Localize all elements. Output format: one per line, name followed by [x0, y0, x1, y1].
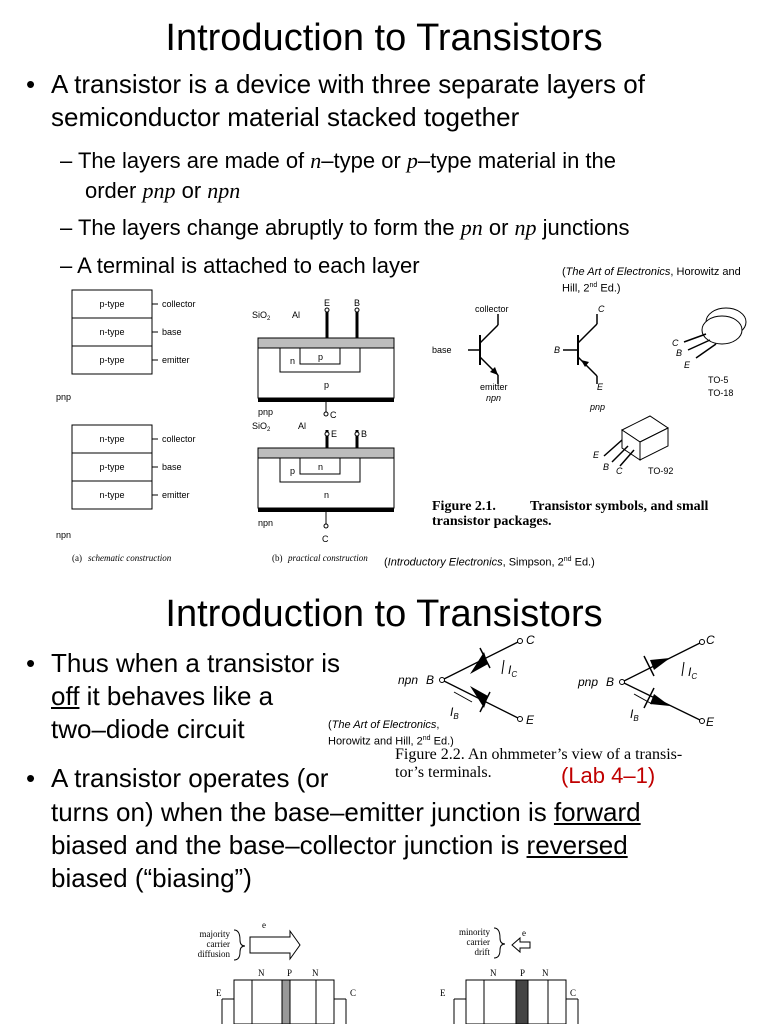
sub2-np: np — [514, 215, 537, 240]
to5-label: TO-5 — [708, 375, 729, 385]
b2-line3: biased and the base–collector junction is — [51, 830, 527, 860]
npn-diode-model — [398, 633, 535, 727]
pnp-layer-1: p-type — [99, 299, 125, 309]
npn-diode-e: E — [526, 713, 535, 727]
slide1-sub2: – The layers change abruptly to form the pn or np junctions — [60, 215, 630, 240]
pnp-layer-3: p-type — [99, 355, 125, 365]
npn-diode-label: npn — [398, 673, 419, 687]
b1-line1: Thus when a transistor is — [51, 648, 341, 678]
figure-2-1-text: Transistor symbols, and small — [530, 499, 709, 514]
pnp-e-label: E — [597, 382, 604, 392]
sub2-or: or — [482, 215, 515, 240]
sub1-pnp: pnp — [142, 178, 176, 203]
sub3-text: A terminal is attached to each layer — [77, 253, 420, 278]
sub2-text: The layers change abruptly to form the — [77, 215, 461, 240]
diffusion-label: diffusion — [197, 949, 230, 959]
sub1-p: p — [406, 148, 418, 173]
cite-art-of-electronics-2: (The Art of Electronics, Horowitz and Hill, 2nd Ed.) — [328, 719, 454, 748]
b1-off: off — [51, 681, 80, 711]
npn-terminal-base: base — [162, 462, 182, 472]
n-label: N — [258, 968, 265, 978]
bullet1-line2: semiconductor material stacked together — [51, 102, 520, 132]
cite2-rest: , — [436, 719, 440, 731]
to5-e: E — [684, 360, 691, 370]
pnp-terminal-base: base — [162, 327, 182, 337]
cite-end: Ed.) — [597, 282, 621, 295]
npn-terminal-emitter: emitter — [162, 490, 190, 500]
figure-2-1-text2: transistor packages. — [432, 514, 552, 529]
majority-diffusion-diagram — [198, 920, 356, 1024]
caption-b: practical construction — [288, 553, 368, 563]
pnp-b-label: B — [554, 345, 561, 355]
cite-sup: nd — [589, 282, 598, 289]
slide1-figure — [0, 280, 768, 580]
to92-package-icon — [593, 416, 673, 476]
cite-bottom-sup: nd — [563, 556, 572, 563]
pnp-label: pnp — [56, 392, 72, 402]
slide1-sub1: – The layers are made of n–type or p–type material in the — [60, 148, 617, 173]
b2-forward: forward — [553, 797, 641, 827]
to92-c: C — [616, 466, 623, 476]
npn-ic-label: $I_C$ — [508, 663, 518, 679]
schematic-npn — [56, 425, 196, 540]
n-label-4: N — [542, 968, 549, 978]
practical-npn-sio2: SiO$_2$ — [252, 421, 271, 433]
slide2-title: Introduction to Transistors — [165, 593, 603, 635]
pnp-ib-label: $I_B$ — [630, 707, 639, 723]
practical-npn-al: Al — [298, 421, 307, 431]
practical-pnp-p: p — [318, 352, 324, 362]
practical-pnp-substrate: p — [324, 380, 330, 390]
b2-line4: biased (“biasing”) — [51, 863, 252, 893]
cite-bottom-rest: , Simpson, 2 — [502, 556, 564, 569]
n-label-3: N — [490, 968, 497, 978]
carrier-label-2: carrier — [466, 937, 490, 947]
sub1-or: or — [175, 178, 208, 203]
to92-e: E — [593, 450, 600, 460]
pnp-symbol-label: pnp — [590, 402, 606, 412]
b1-line3: two–diode circuit — [51, 714, 245, 744]
practical-pnp-n: n — [290, 356, 296, 366]
electron-label-2: e — [522, 928, 526, 938]
b2-reversed: reversed — [526, 830, 628, 860]
pnp-diode-e: E — [706, 715, 715, 729]
bullet-dot: • — [26, 648, 36, 678]
caption-a-prefix: (a) — [72, 553, 82, 563]
practical-npn-b: B — [361, 429, 368, 439]
caption-b-prefix: (b) — [272, 553, 283, 563]
b1-line2: it behaves like a — [79, 681, 274, 711]
minority-label: minority — [459, 927, 490, 937]
practical-pnp-label: pnp — [258, 407, 274, 417]
practical-npn-e: E — [331, 429, 338, 439]
slide2-bullet2-rest — [51, 796, 761, 895]
npn-base-label: base — [432, 345, 452, 355]
pnp-ic-label: $I_C$ — [688, 665, 698, 681]
p-label-2: P — [520, 968, 526, 978]
to5-b: B — [676, 348, 683, 358]
sub1-text3: –type material in the — [417, 148, 617, 173]
carrier-label: carrier — [206, 939, 230, 949]
slide2-bullet2-line1: A transistor operates (or — [51, 763, 329, 793]
practical-npn — [252, 421, 394, 544]
to18-label: TO-18 — [708, 388, 734, 398]
pnp-diode-label: pnp — [578, 675, 599, 689]
npn-diode-b: B — [426, 673, 435, 687]
pnp-diode-c: C — [706, 633, 715, 647]
diode-view-figure — [380, 630, 768, 730]
npn-diode-c: C — [526, 633, 535, 647]
practical-pnp — [252, 298, 394, 420]
to5-c: C — [672, 338, 679, 348]
e-terminal-label-2: E — [440, 988, 446, 998]
sub1-text: The layers are made of — [77, 148, 311, 173]
practical-pnp-sio2: SiO$_2$ — [252, 310, 271, 322]
drift-label: drift — [474, 947, 490, 957]
practical-npn-p: p — [290, 466, 296, 476]
practical-pnp-e: E — [324, 298, 331, 308]
pnp-symbol — [554, 304, 605, 412]
cite-introductory-electronics: (Introductory Electronics, Simpson, 2nd Ed.) — [384, 556, 595, 569]
slide1-title: Introduction to Transistors — [165, 17, 603, 59]
practical-npn-c: C — [322, 534, 329, 544]
cite2-sup: nd — [422, 735, 431, 742]
figure-2-1-label: Figure 2.1. — [432, 499, 496, 514]
sub1-npn: npn — [207, 178, 241, 203]
sub1-text2: –type or — [321, 148, 407, 173]
schematic-pnp — [56, 290, 196, 402]
npn-emitter-label: emitter — [480, 382, 508, 392]
pnp-diode-b: B — [606, 675, 615, 689]
slide2-bullet1 — [51, 647, 340, 746]
npn-layer-1: n-type — [99, 434, 125, 444]
cite-rest: , Horowitz and Hill, 2 — [562, 266, 741, 295]
npn-ib-label: $I_B$ — [450, 705, 459, 721]
npn-layer-2: p-type — [99, 462, 125, 472]
to5-package-icon — [672, 308, 746, 398]
npn-terminal-collector: collector — [162, 434, 196, 444]
caption-a: schematic construction — [88, 553, 172, 563]
slide1-sub1-line2 — [85, 176, 240, 205]
sub1-n: n — [310, 148, 322, 173]
sub2-pn: pn — [460, 215, 483, 240]
figure-2-2-caption-line1: Figure 2.2. An ohmmeter’s view of a transis- — [395, 746, 683, 763]
cite-book: The Art of Electronics — [565, 266, 671, 278]
practical-npn-label: npn — [258, 518, 274, 528]
lab-reference: (Lab 4–1) — [561, 763, 656, 788]
cite2-line2: Horowitz and Hill, 2 — [328, 735, 423, 748]
e-terminal-label: E — [216, 988, 222, 998]
practical-npn-n: n — [318, 462, 324, 472]
pnp-terminal-collector: collector — [162, 299, 196, 309]
cite2-book: The Art of Electronics — [331, 719, 437, 731]
cite-art-of-electronics-top: (The Art of Electronics, Horowitz and Hill, 2nd Ed.) — [562, 266, 741, 295]
to92-label: TO-92 — [648, 466, 674, 476]
p-label: P — [287, 968, 293, 978]
sub2-text2: junctions — [536, 215, 630, 240]
electron-label: e — [262, 920, 266, 930]
b2-line2: turns on) when the base–emitter junction is — [51, 797, 554, 827]
n-label-2: N — [312, 968, 319, 978]
npn-label: npn — [56, 530, 72, 540]
npn-symbol-label: npn — [486, 393, 502, 403]
figure-2-2-caption-line2: tor’s terminals. — [395, 764, 492, 781]
bullet-dot: • — [26, 69, 36, 99]
practical-pnp-b: B — [354, 298, 361, 308]
pnp-layer-2: n-type — [99, 327, 125, 337]
minority-drift-diagram — [440, 927, 578, 1024]
slide1-sub3: – A terminal is attached to each layer — [60, 253, 420, 278]
cite-bottom-end: Ed.) — [571, 556, 595, 569]
bullet1-line1: A transistor is a device with three separate layers of — [51, 69, 645, 99]
slide1-bullet1 — [51, 68, 751, 134]
pnp-diode-model — [577, 633, 715, 729]
cite2-end: Ed.) — [430, 735, 454, 748]
pnp-c-label: C — [598, 304, 605, 314]
practical-npn-substrate: n — [324, 490, 330, 500]
npn-symbol — [432, 304, 509, 403]
pnp-terminal-emitter: emitter — [162, 355, 190, 365]
sub1-order: order — [85, 178, 143, 203]
junction-diagrams — [0, 910, 768, 1024]
c-terminal-label-2: C — [570, 988, 577, 998]
bullet-dot: • — [26, 763, 36, 793]
practical-pnp-al: Al — [292, 310, 301, 320]
to92-b: B — [603, 462, 610, 472]
cite-bottom-book: Introductory Electronics — [387, 556, 503, 569]
majority-label: majority — [199, 929, 230, 939]
npn-layer-3: n-type — [99, 490, 125, 500]
c-terminal-label: C — [350, 988, 357, 998]
practical-pnp-c: C — [330, 410, 337, 420]
npn-collector-label: collector — [475, 304, 509, 314]
